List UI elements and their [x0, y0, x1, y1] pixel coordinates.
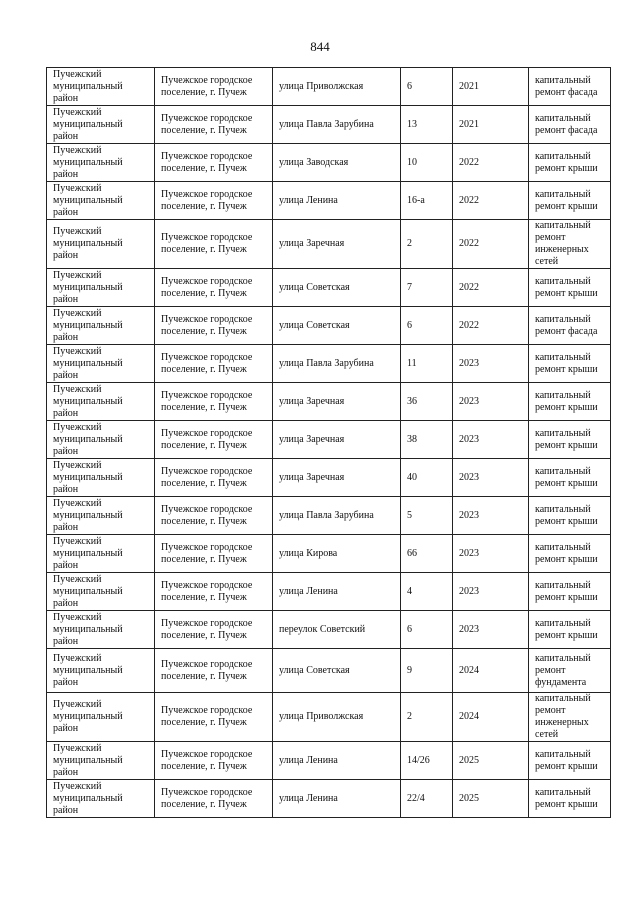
settlement-cell: Пучежское городское поселение, г. Пучеж	[155, 742, 273, 780]
district-cell: Пучежский муниципальный район	[47, 307, 155, 345]
street-cell: улица Ленина	[273, 742, 401, 780]
settlement-cell: Пучежское городское поселение, г. Пучеж	[155, 573, 273, 611]
settlement-cell: Пучежское городское поселение, г. Пучеж	[155, 693, 273, 742]
district-cell: Пучежский муниципальный район	[47, 573, 155, 611]
year-cell: 2022	[453, 220, 529, 269]
district-cell: Пучежский муниципальный район	[47, 220, 155, 269]
district-cell: Пучежский муниципальный район	[47, 383, 155, 421]
table-row	[47, 742, 611, 780]
street-cell: улица Ленина	[273, 573, 401, 611]
table-body	[47, 68, 611, 818]
table-row	[47, 106, 611, 144]
district-cell: Пучежский муниципальный район	[47, 649, 155, 693]
table-row	[47, 182, 611, 220]
work-type-cell: капитальный ремонт фундамента	[529, 649, 611, 693]
settlement-cell: Пучежское городское поселение, г. Пучеж	[155, 220, 273, 269]
street-cell: улица Заречная	[273, 383, 401, 421]
settlement-cell: Пучежское городское поселение, г. Пучеж	[155, 68, 273, 106]
work-type-cell: капитальный ремонт крыши	[529, 535, 611, 573]
house-number-cell: 40	[401, 459, 453, 497]
table-row	[47, 269, 611, 307]
street-cell: улица Советская	[273, 649, 401, 693]
house-number-cell: 6	[401, 68, 453, 106]
table-row	[47, 144, 611, 182]
house-number-cell: 4	[401, 573, 453, 611]
table-row	[47, 611, 611, 649]
settlement-cell: Пучежское городское поселение, г. Пучеж	[155, 383, 273, 421]
settlement-cell: Пучежское городское поселение, г. Пучеж	[155, 106, 273, 144]
district-cell: Пучежский муниципальный район	[47, 269, 155, 307]
house-number-cell: 13	[401, 106, 453, 144]
street-cell: улица Ленина	[273, 780, 401, 818]
table-row	[47, 693, 611, 742]
district-cell: Пучежский муниципальный район	[47, 780, 155, 818]
work-type-cell: капитальный ремонт крыши	[529, 144, 611, 182]
work-type-cell: капитальный ремонт крыши	[529, 742, 611, 780]
street-cell: улица Советская	[273, 307, 401, 345]
year-cell: 2023	[453, 497, 529, 535]
settlement-cell: Пучежское городское поселение, г. Пучеж	[155, 497, 273, 535]
district-cell: Пучежский муниципальный район	[47, 459, 155, 497]
work-type-cell: капитальный ремонт инженерных сетей	[529, 693, 611, 742]
settlement-cell: Пучежское городское поселение, г. Пучеж	[155, 307, 273, 345]
house-number-cell: 2	[401, 220, 453, 269]
work-type-cell: капитальный ремонт фасада	[529, 68, 611, 106]
year-cell: 2022	[453, 307, 529, 345]
year-cell: 2023	[453, 535, 529, 573]
year-cell: 2022	[453, 144, 529, 182]
settlement-cell: Пучежское городское поселение, г. Пучеж	[155, 182, 273, 220]
street-cell: переулок Советский	[273, 611, 401, 649]
house-number-cell: 36	[401, 383, 453, 421]
house-number-cell: 14/26	[401, 742, 453, 780]
street-cell: улица Приволжская	[273, 693, 401, 742]
house-number-cell: 7	[401, 269, 453, 307]
table-row	[47, 307, 611, 345]
street-cell: улица Заречная	[273, 459, 401, 497]
district-cell: Пучежский муниципальный район	[47, 497, 155, 535]
work-type-cell: капитальный ремонт крыши	[529, 421, 611, 459]
year-cell: 2021	[453, 106, 529, 144]
settlement-cell: Пучежское городское поселение, г. Пучеж	[155, 780, 273, 818]
house-number-cell: 16-а	[401, 182, 453, 220]
district-cell: Пучежский муниципальный район	[47, 742, 155, 780]
settlement-cell: Пучежское городское поселение, г. Пучеж	[155, 421, 273, 459]
settlement-cell: Пучежское городское поселение, г. Пучеж	[155, 144, 273, 182]
house-number-cell: 11	[401, 345, 453, 383]
work-type-cell: капитальный ремонт инженерных сетей	[529, 220, 611, 269]
year-cell: 2023	[453, 345, 529, 383]
year-cell: 2023	[453, 611, 529, 649]
street-cell: улица Заречная	[273, 421, 401, 459]
district-cell: Пучежский муниципальный район	[47, 345, 155, 383]
district-cell: Пучежский муниципальный район	[47, 144, 155, 182]
table-row	[47, 68, 611, 106]
house-number-cell: 38	[401, 421, 453, 459]
district-cell: Пучежский муниципальный район	[47, 182, 155, 220]
year-cell: 2023	[453, 459, 529, 497]
work-type-cell: капитальный ремонт крыши	[529, 611, 611, 649]
street-cell: улица Советская	[273, 269, 401, 307]
work-type-cell: капитальный ремонт крыши	[529, 497, 611, 535]
settlement-cell: Пучежское городское поселение, г. Пучеж	[155, 269, 273, 307]
table-row	[47, 421, 611, 459]
street-cell: улица Заводская	[273, 144, 401, 182]
house-number-cell: 9	[401, 649, 453, 693]
table-row	[47, 649, 611, 693]
table-row	[47, 345, 611, 383]
work-type-cell: капитальный ремонт крыши	[529, 345, 611, 383]
year-cell: 2023	[453, 383, 529, 421]
street-cell: улица Павла Зарубина	[273, 345, 401, 383]
table-row	[47, 573, 611, 611]
year-cell: 2025	[453, 742, 529, 780]
table-row	[47, 780, 611, 818]
house-number-cell: 6	[401, 611, 453, 649]
year-cell: 2023	[453, 573, 529, 611]
table-row	[47, 535, 611, 573]
table-row	[47, 383, 611, 421]
work-type-cell: капитальный ремонт фасада	[529, 106, 611, 144]
house-number-cell: 2	[401, 693, 453, 742]
settlement-cell: Пучежское городское поселение, г. Пучеж	[155, 345, 273, 383]
street-cell: улица Заречная	[273, 220, 401, 269]
street-cell: улица Приволжская	[273, 68, 401, 106]
house-number-cell: 6	[401, 307, 453, 345]
repair-schedule-table	[46, 67, 611, 818]
district-cell: Пучежский муниципальный район	[47, 68, 155, 106]
district-cell: Пучежский муниципальный район	[47, 611, 155, 649]
district-cell: Пучежский муниципальный район	[47, 421, 155, 459]
year-cell: 2022	[453, 269, 529, 307]
work-type-cell: капитальный ремонт крыши	[529, 383, 611, 421]
settlement-cell: Пучежское городское поселение, г. Пучеж	[155, 611, 273, 649]
work-type-cell: капитальный ремонт крыши	[529, 780, 611, 818]
year-cell: 2025	[453, 780, 529, 818]
work-type-cell: капитальный ремонт крыши	[529, 182, 611, 220]
settlement-cell: Пучежское городское поселение, г. Пучеж	[155, 535, 273, 573]
house-number-cell: 22/4	[401, 780, 453, 818]
work-type-cell: капитальный ремонт крыши	[529, 573, 611, 611]
year-cell: 2024	[453, 693, 529, 742]
house-number-cell: 10	[401, 144, 453, 182]
page-number: 844	[310, 39, 330, 54]
work-type-cell: капитальный ремонт крыши	[529, 269, 611, 307]
house-number-cell: 66	[401, 535, 453, 573]
work-type-cell: капитальный ремонт крыши	[529, 459, 611, 497]
year-cell: 2022	[453, 182, 529, 220]
district-cell: Пучежский муниципальный район	[47, 535, 155, 573]
street-cell: улица Павла Зарубина	[273, 497, 401, 535]
table-row	[47, 459, 611, 497]
settlement-cell: Пучежское городское поселение, г. Пучеж	[155, 459, 273, 497]
year-cell: 2021	[453, 68, 529, 106]
work-type-cell: капитальный ремонт фасада	[529, 307, 611, 345]
district-cell: Пучежский муниципальный район	[47, 693, 155, 742]
street-cell: улица Ленина	[273, 182, 401, 220]
table-row	[47, 497, 611, 535]
settlement-cell: Пучежское городское поселение, г. Пучеж	[155, 649, 273, 693]
year-cell: 2023	[453, 421, 529, 459]
house-number-cell: 5	[401, 497, 453, 535]
street-cell: улица Кирова	[273, 535, 401, 573]
year-cell: 2024	[453, 649, 529, 693]
street-cell: улица Павла Зарубина	[273, 106, 401, 144]
table-row	[47, 220, 611, 269]
district-cell: Пучежский муниципальный район	[47, 106, 155, 144]
